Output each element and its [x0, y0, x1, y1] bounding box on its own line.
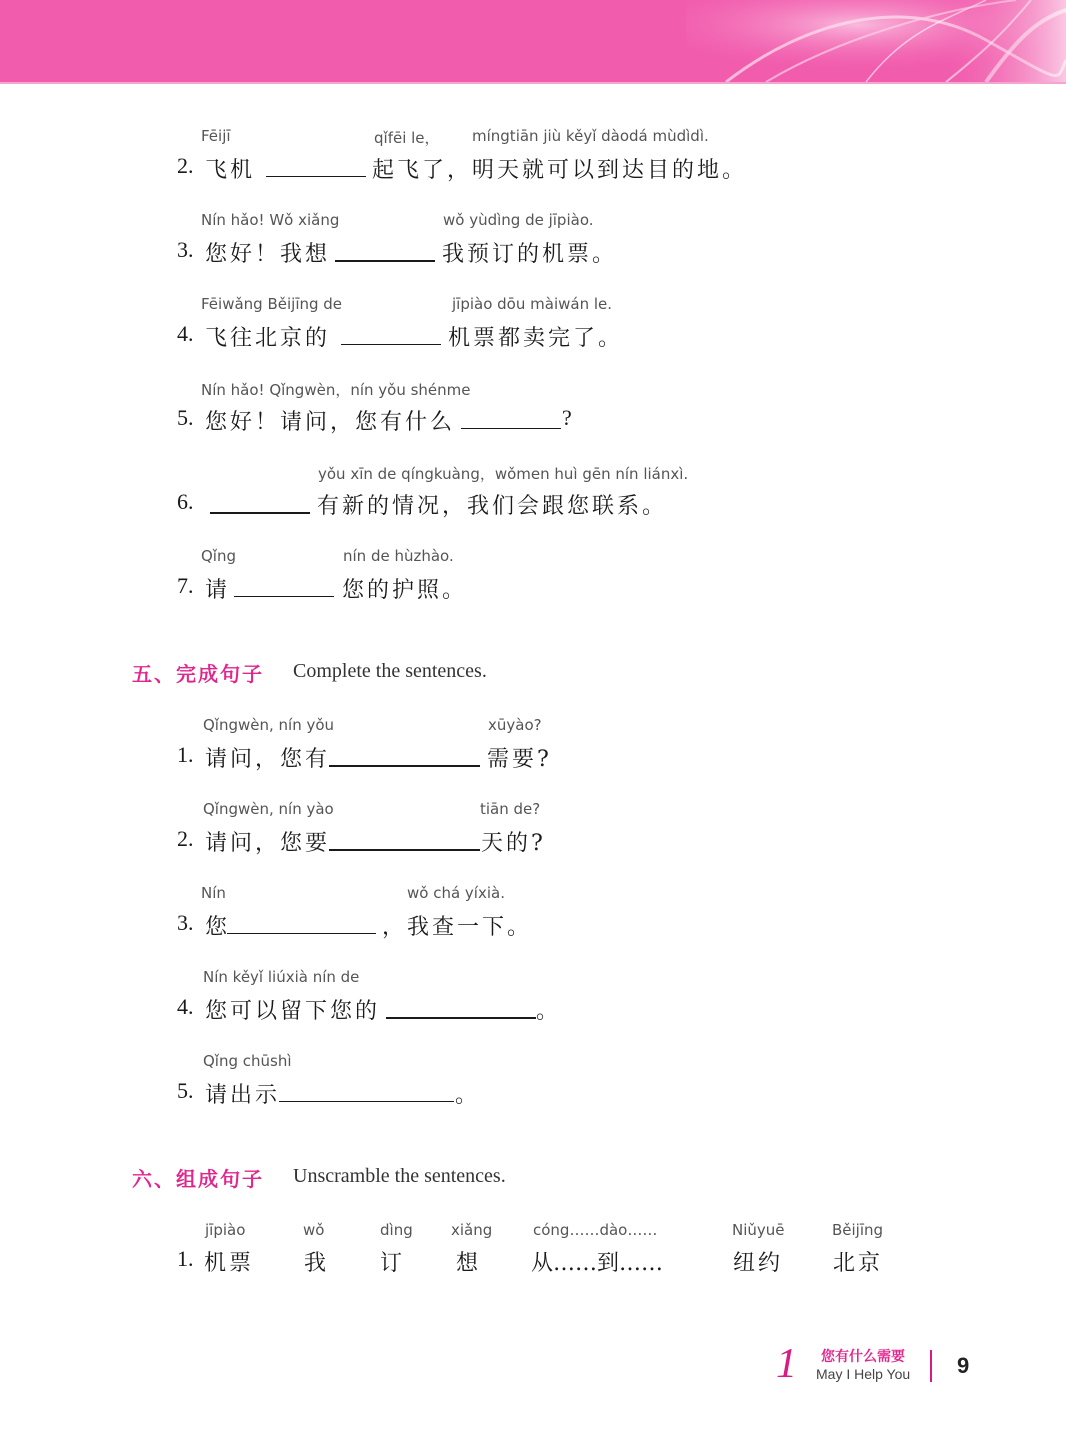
pinyin-text: Nín hǎo! Qǐngwèn，nín yǒu shénme — [201, 381, 471, 399]
pinyin-text: jīpiào — [205, 1221, 246, 1239]
pinyin-text: xūyào? — [488, 716, 542, 734]
pinyin-text: Nín hǎo! Wǒ xiǎng — [201, 211, 340, 229]
pinyin-text: Běijīng — [832, 1221, 884, 1239]
sentence-before-blank: 您好！请问，您有什么 — [205, 410, 456, 435]
sentence-before-blank: 请 — [205, 578, 231, 603]
pinyin-text: dìng — [380, 1221, 413, 1239]
pinyin-text: míngtiān jiù kěyǐ dàodá mùdìdì. — [472, 127, 709, 145]
sentence-after-blank: 需要? — [487, 747, 552, 772]
fill-in-blank[interactable] — [461, 428, 561, 429]
item-number: 2. — [177, 153, 194, 178]
item-number: 4. — [177, 321, 194, 346]
sentence-before-blank: 请问，您要 — [205, 831, 331, 856]
pinyin-text: Niǔyuē — [732, 1221, 785, 1239]
item-number: 3. — [177, 910, 194, 935]
pinyin-text: Fēiwǎng Běijīng de — [201, 295, 343, 313]
word-hanzi: 我 — [304, 1251, 330, 1276]
pinyin-text: jīpiào dōu màiwán le. — [452, 295, 613, 313]
sentence-after-blank: 起飞了，明天就可以到达目的地。 — [372, 158, 748, 183]
fill-in-blank[interactable] — [210, 512, 310, 514]
footer-divider — [930, 1350, 932, 1382]
word-hanzi: 纽约 — [733, 1251, 784, 1276]
pinyin-text: Fēijī — [201, 127, 231, 145]
fill-in-blank[interactable] — [335, 260, 435, 262]
section-title-en: Complete the sentences. — [293, 660, 487, 682]
pinyin-text: nín de hùzhào. — [343, 547, 454, 565]
item-number: 5. — [177, 405, 194, 430]
item-number: 5. — [177, 1078, 194, 1103]
sentence-after-blank: 天的? — [481, 831, 546, 856]
sentence-before-blank: 请出示 — [205, 1083, 281, 1108]
sentence-after-blank: 。 — [455, 1083, 481, 1108]
header-banner — [0, 0, 1066, 82]
pinyin-text: qǐfēi le， — [374, 129, 440, 147]
word-hanzi: 北京 — [833, 1251, 884, 1276]
section-title-cn: 六、组成句子 — [132, 1167, 264, 1191]
sentence-after-blank: 。 — [536, 999, 562, 1024]
fill-in-blank[interactable] — [279, 1101, 454, 1102]
pinyin-text: Qǐngwèn, nín yào — [203, 800, 334, 818]
fill-in-blank[interactable] — [341, 344, 441, 345]
item-number: 1. — [177, 1246, 194, 1271]
section-title-en: Unscramble the sentences. — [293, 1165, 506, 1187]
item-number: 3. — [177, 237, 194, 262]
pinyin-text: tiān de? — [480, 800, 541, 818]
sentence-after-blank: 有新的情况，我们会跟您联系。 — [317, 494, 668, 519]
unit-title-en: May I Help You — [816, 1366, 911, 1382]
sentence-after-blank: 我预订的机票。 — [442, 242, 618, 267]
header-divider — [0, 82, 1066, 84]
pinyin-text: Nín — [201, 884, 226, 902]
pinyin-text: yǒu xīn de qíngkuàng，wǒmen huì gēn nín liánxì. — [318, 465, 689, 483]
sentence-before-blank: 请问，您有 — [205, 747, 331, 772]
unit-number: 1 — [776, 1341, 797, 1387]
fill-in-blank[interactable] — [227, 933, 376, 934]
sentence-before-blank: 您 — [205, 915, 231, 940]
item-number: 2. — [177, 826, 194, 851]
sentence-after-blank: ，我查一下。 — [382, 915, 533, 940]
pinyin-text: Qǐng — [201, 547, 237, 565]
fill-in-blank[interactable] — [329, 849, 480, 851]
sentence-after-blank: 机票都卖完了。 — [448, 326, 624, 351]
pinyin-text: Nín kěyǐ liúxià nín de — [203, 968, 360, 986]
fill-in-blank[interactable] — [266, 176, 366, 177]
pinyin-text: Qǐngwèn, nín yǒu — [203, 716, 335, 734]
page-number: 9 — [957, 1353, 970, 1378]
section-title-cn: 五、完成句子 — [132, 662, 264, 686]
sentence-after-blank: 您的护照。 — [342, 578, 468, 603]
unit-title-cn: 您有什么需要 — [821, 1349, 905, 1365]
fill-in-blank[interactable] — [386, 1017, 536, 1019]
word-hanzi: 从……到…… — [531, 1251, 664, 1276]
sentence-before-blank: 您好！我想 — [205, 242, 331, 267]
pinyin-text: xiǎng — [451, 1221, 493, 1239]
item-number: 6. — [177, 489, 194, 514]
sentence-before-blank: 您可以留下您的 — [205, 999, 381, 1024]
sentence-before-blank: 飞机 — [205, 158, 256, 183]
pinyin-text: wǒ — [303, 1221, 325, 1239]
pinyin-text: cóng……dào…… — [533, 1221, 658, 1239]
item-number: 4. — [177, 994, 194, 1019]
word-hanzi: 想 — [456, 1251, 482, 1276]
word-hanzi: 订 — [380, 1251, 406, 1276]
pinyin-text: wǒ chá yíxià. — [407, 884, 505, 902]
decorative-swirl-graphic — [686, 0, 1066, 82]
pinyin-text: Qǐng chūshì — [203, 1052, 292, 1070]
sentence-before-blank: 飞往北京的 — [205, 326, 331, 351]
fill-in-blank[interactable] — [234, 596, 334, 597]
item-number: 1. — [177, 742, 194, 767]
fill-in-blank[interactable] — [329, 765, 480, 767]
item-number: 7. — [177, 573, 194, 598]
word-hanzi: 机票 — [204, 1251, 255, 1276]
pinyin-text: wǒ yùdìng de jīpiào. — [443, 211, 594, 229]
sentence-after-blank: ? — [562, 405, 572, 430]
